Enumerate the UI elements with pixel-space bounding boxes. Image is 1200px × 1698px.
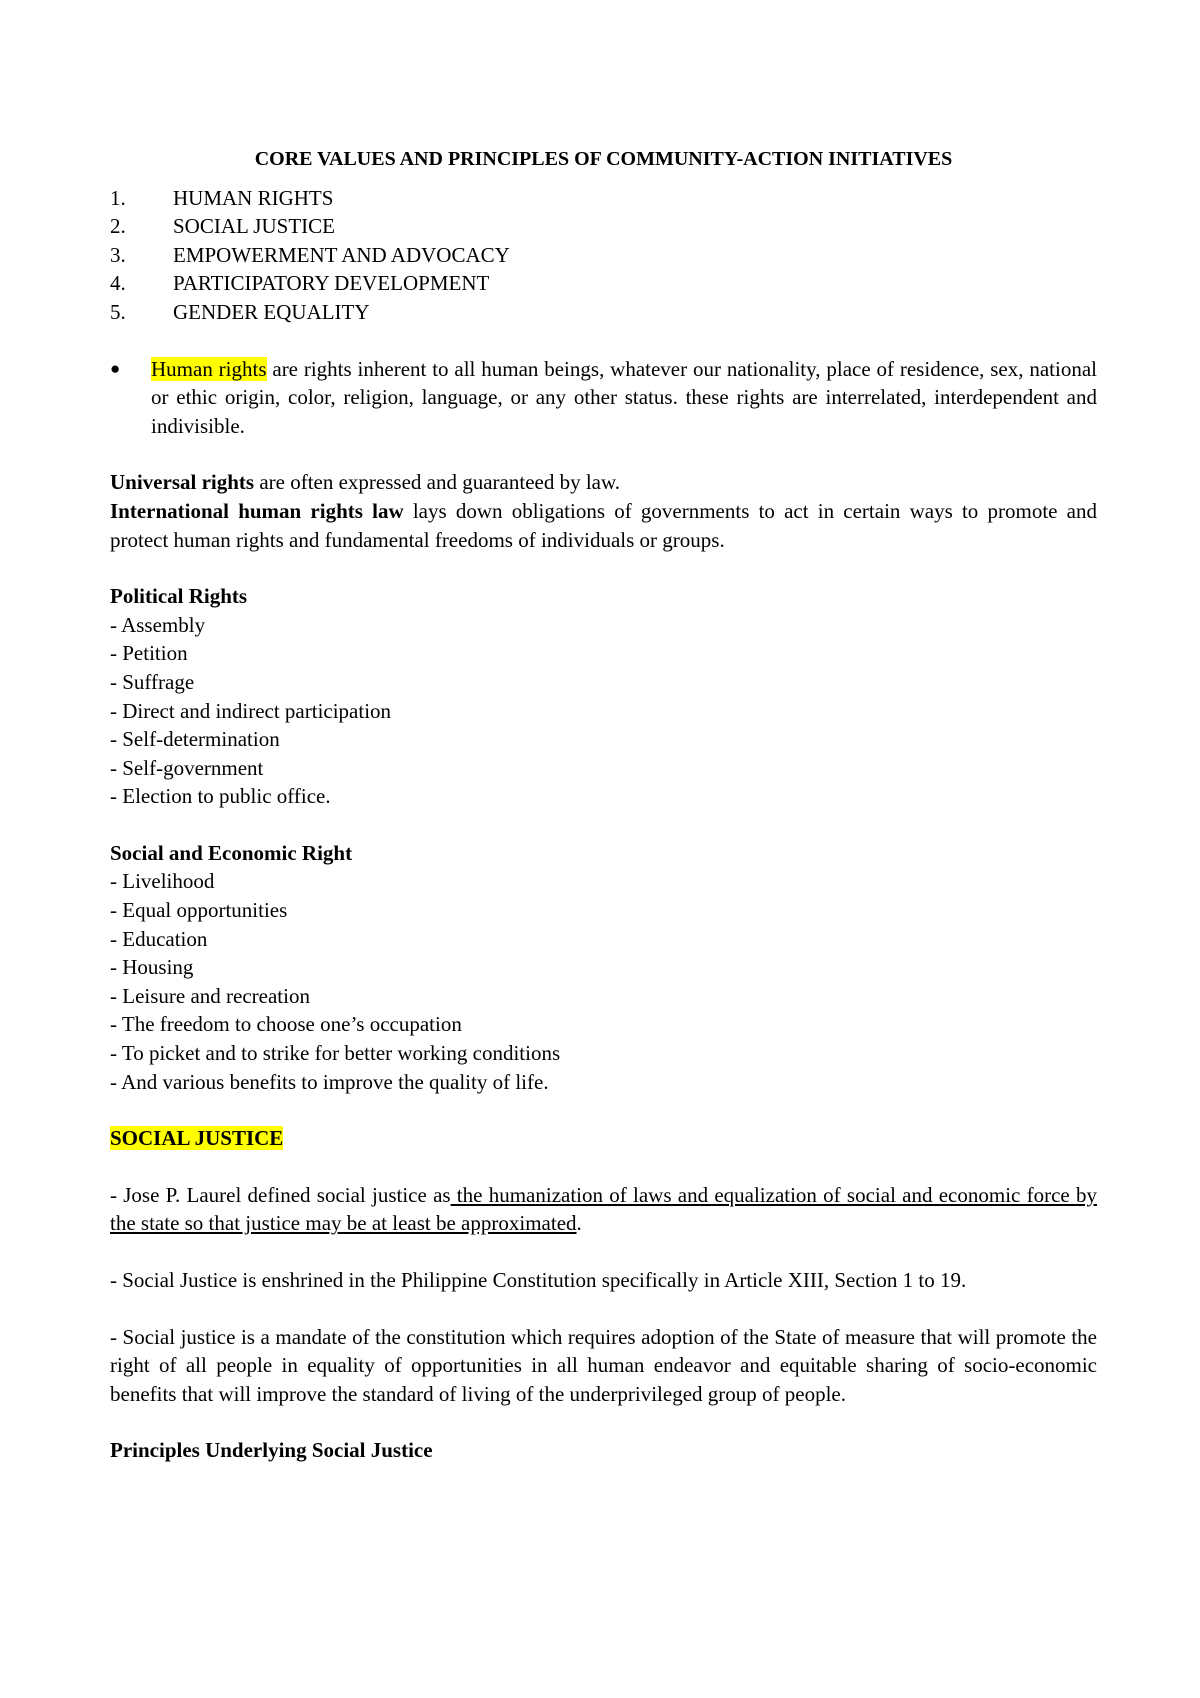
list-item: 4. PARTICIPATORY DEVELOPMENT: [110, 271, 490, 296]
list-item: 1. HUMAN RIGHTS: [110, 185, 334, 210]
list-item: 3. EMPOWERMENT AND ADVOCACY: [110, 242, 510, 267]
core-values-list: [110, 184, 1097, 327]
political-rights-heading: Political Rights: [110, 584, 248, 609]
laurel-definition-paragraph: - Jose P. Laurel defined social justice as the humanization of laws and equalization of social and economic force by the state so that justice may be at least be approximated.: [110, 1182, 1097, 1236]
list-item: - And various benefits to improve the quality of life.: [110, 1069, 549, 1094]
list-item: - Housing: [110, 955, 194, 980]
list-item: 2. SOCIAL JUSTICE: [110, 214, 335, 239]
social-economic-list: [110, 867, 1097, 1096]
principles-heading: Principles Underlying Social Justice: [110, 1438, 433, 1463]
social-justice-heading: SOCIAL JUSTICE: [110, 1126, 284, 1151]
list-item: - To picket and to strike for better working conditions: [110, 1041, 561, 1066]
list-item: - Direct and indirect participation: [110, 698, 392, 723]
list-item: 5. GENDER EQUALITY: [110, 299, 370, 324]
constitution-paragraph: - Social Justice is enshrined in the Philippine Constitution specifically in Article XIII, Section 1 to 19.: [110, 1268, 967, 1292]
list-item: - Petition: [110, 641, 188, 666]
list-item: - Equal opportunities: [110, 898, 288, 923]
list-item: - Education: [110, 926, 208, 951]
highlighted-term: Human rights: [151, 356, 267, 381]
list-item: - The freedom to choose one’s occupation: [110, 1012, 462, 1037]
political-rights-list: [110, 611, 1097, 811]
list-item: - Leisure and recreation: [110, 983, 310, 1008]
mandate-paragraph: - Social justice is a mandate of the constitution which requires adoption of the State of measure that will promote the right of all people in equality of opportunities in all human endeavor and equitable sharing of socio-economic benefits that will improve the standard of living of the underprivileged group of people.: [110, 1324, 1097, 1406]
universal-rights-line: Universal rights are often expressed and guaranteed by law.: [110, 470, 621, 495]
human-rights-paragraph: ● Human rights are rights inherent to all human beings, whatever our nationality, place of residence, sex, national or ethic origin, color, religion, language, or any other status. these rights are interrelated, interdependent and indivisible.: [110, 355, 1097, 441]
document-page: [110, 130, 1097, 1465]
social-economic-heading: Social and Economic Right: [110, 840, 353, 865]
list-item: - Self-government: [110, 755, 264, 780]
page-title: CORE VALUES AND PRINCIPLES OF COMMUNITY-ACTION INITIATIVES: [254, 148, 953, 170]
international-law-paragraph: International human rights law lays down obligations of governments to act in certain ways to promote and protect human rights and fundamental freedoms of individuals or groups.: [110, 498, 1097, 552]
list-item: - Suffrage: [110, 669, 195, 694]
list-item: - Assembly: [110, 612, 206, 637]
list-item: - Livelihood: [110, 869, 215, 894]
bullet-icon: ●: [110, 358, 121, 378]
list-item: - Self-determination: [110, 727, 280, 752]
list-item: - Election to public office.: [110, 784, 331, 809]
